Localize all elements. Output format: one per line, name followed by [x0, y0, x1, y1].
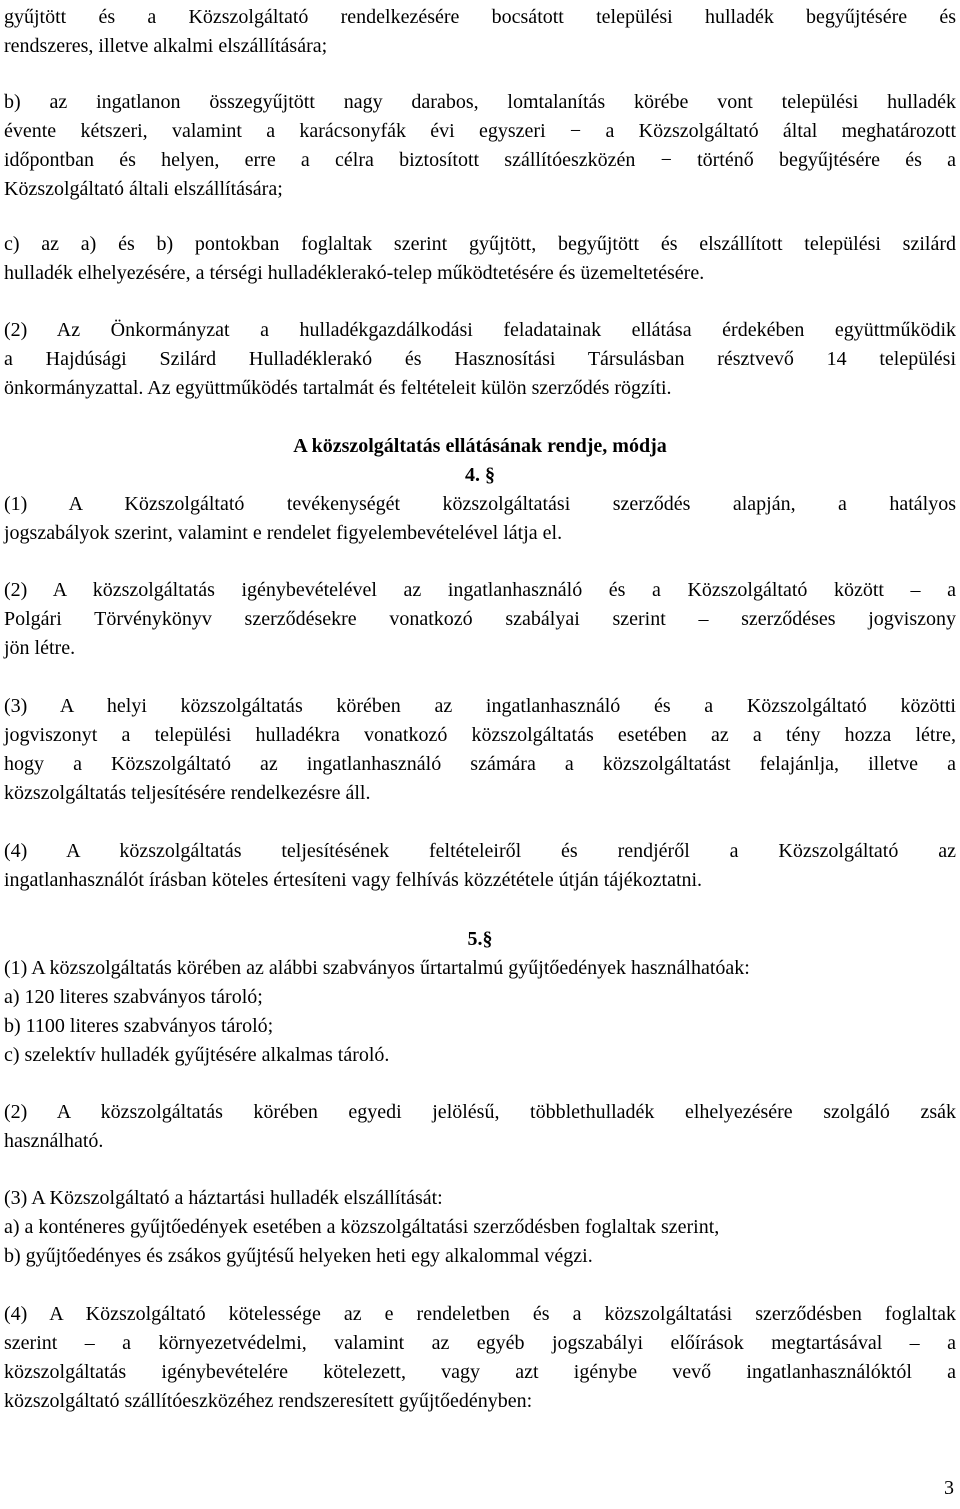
text-line: (3) A Közszolgáltató a háztartási hulladék elszállítását:: [4, 1187, 443, 1209]
text-line: (2) A közszolgáltatás igénybevételével az ingatlanhasználó és a Közszolgáltató között – a: [4, 579, 956, 601]
text-line: hogy a Közszolgáltató az ingatlanhasználó számára a közszolgáltatást felajánlja, illetve a: [4, 753, 956, 775]
text-line: jogviszonyt a települési hulladékra vonatkozó közszolgáltatás esetében az a tény hozza létre,: [4, 724, 956, 746]
text-line: (1) A közszolgáltatás körében az alábbi szabványos űrtartalmú gyűjtőedények használhatóak:: [4, 957, 750, 979]
section-heading: A közszolgáltatás ellátásának rendje, módja: [293, 435, 667, 457]
text-line: önkormányzattal. Az együttműködés tartalmát és feltételeit külön szerződés rögzíti.: [4, 377, 672, 399]
section-sign: §: [482, 928, 493, 950]
text-line: b) 1100 literes szabványos tároló;: [4, 1015, 274, 1037]
text-line: hulladék elhelyezésére, a térségi hulladéklerakó-telep működtetésére és üzemeltetésére.: [4, 262, 705, 284]
text-line: évente kétszeri, valamint a karácsonyfák évi egyszeri − a Közszolgáltató által meghatározott: [4, 120, 956, 142]
text-line: ingatlanhasználót írásban köteles értesíteni vagy felhívás közzététele útján tájékoztatni.: [4, 869, 703, 891]
text-line: Polgári Törvénykönyv szerződésekre vonatkozó szabályai szerint – szerződéses jogviszony: [4, 608, 956, 630]
text-line: c) szelektív hulladék gyűjtésére alkalmas tároló.: [4, 1044, 390, 1066]
text-line: a) a konténeres gyűjtőedények esetében a közszolgáltatási szerződésben foglaltak szerint,: [4, 1216, 720, 1238]
text-line: (2) Az Önkormányzat a hulladékgazdálkodási feladatainak ellátása érdekében együttműködik: [4, 319, 956, 341]
text-line: (2) A közszolgáltatás körében egyedi jelölésű, többlethulladék elhelyezésére szolgáló zsák: [4, 1101, 956, 1123]
page-number: 3: [944, 1477, 954, 1499]
text-line: rendszeres, illetve alkalmi elszállítására;: [4, 35, 328, 57]
text-line: (4) A Közszolgáltató kötelessége az e rendeletben és a közszolgáltatási szerződésben foglaltak: [4, 1303, 956, 1325]
text-line: Közszolgáltató általi elszállítására;: [4, 178, 283, 200]
text-line: a) 120 literes szabványos tároló;: [4, 986, 263, 1008]
text-line: (4) A közszolgáltatás teljesítésének feltételeiről és rendjéről a Közszolgáltató az: [4, 840, 956, 862]
text-line: közszolgáltatás igénybevételére kötelezett, vagy azt igénybe vevő ingatlanhasználóktól a: [4, 1361, 956, 1383]
section-number: 5.§: [467, 928, 493, 950]
text-line: (3) A helyi közszolgáltatás körében az ingatlanhasználó és a Közszolgáltató közötti: [4, 695, 956, 717]
section-sign: §: [485, 464, 495, 486]
text-line: gyűjtött és a Közszolgáltató rendelkezésére bocsátott települési hulladék begyűjtésére és: [4, 6, 956, 28]
text-line: a Hajdúsági Szilárd Hulladéklerakó és Hasznosítási Társulásban résztvevő 14 települési: [4, 348, 956, 370]
text-line: közszolgáltatás teljesítésére rendelkezésre áll.: [4, 782, 371, 804]
text-line: időpontban és helyen, erre a célra biztosított szállítóeszközén − történő begyűjtésére és a: [4, 149, 956, 171]
text-line: jön létre.: [4, 637, 76, 659]
text-line: b) gyűjtőedényes és zsákos gyűjtésű helyeken heti egy alkalommal végzi.: [4, 1245, 593, 1267]
text-line: c) az a) és b) pontokban foglaltak szerint gyűjtött, begyűjtött és elszállított települési szilárd: [4, 233, 956, 255]
section-number: 4. §: [465, 464, 495, 486]
text-line: szerint – a környezetvédelmi, valamint az egyéb jogszabályi előírások megtartásával – a: [4, 1332, 956, 1354]
text-line: jogszabályok szerint, valamint e rendelet figyelembevételével látja el.: [4, 522, 563, 544]
text-line: használható.: [4, 1130, 104, 1152]
text-line: (1) A Közszolgáltató tevékenységét közszolgáltatási szerződés alapján, a hatályos: [4, 493, 956, 515]
text-line: b) az ingatlanon összegyűjtött nagy darabos, lomtalanítás körébe vont települési hulladék: [4, 91, 956, 113]
text-line: közszolgáltató szállítóeszközéhez rendszeresített gyűjtőedényben:: [4, 1390, 533, 1412]
